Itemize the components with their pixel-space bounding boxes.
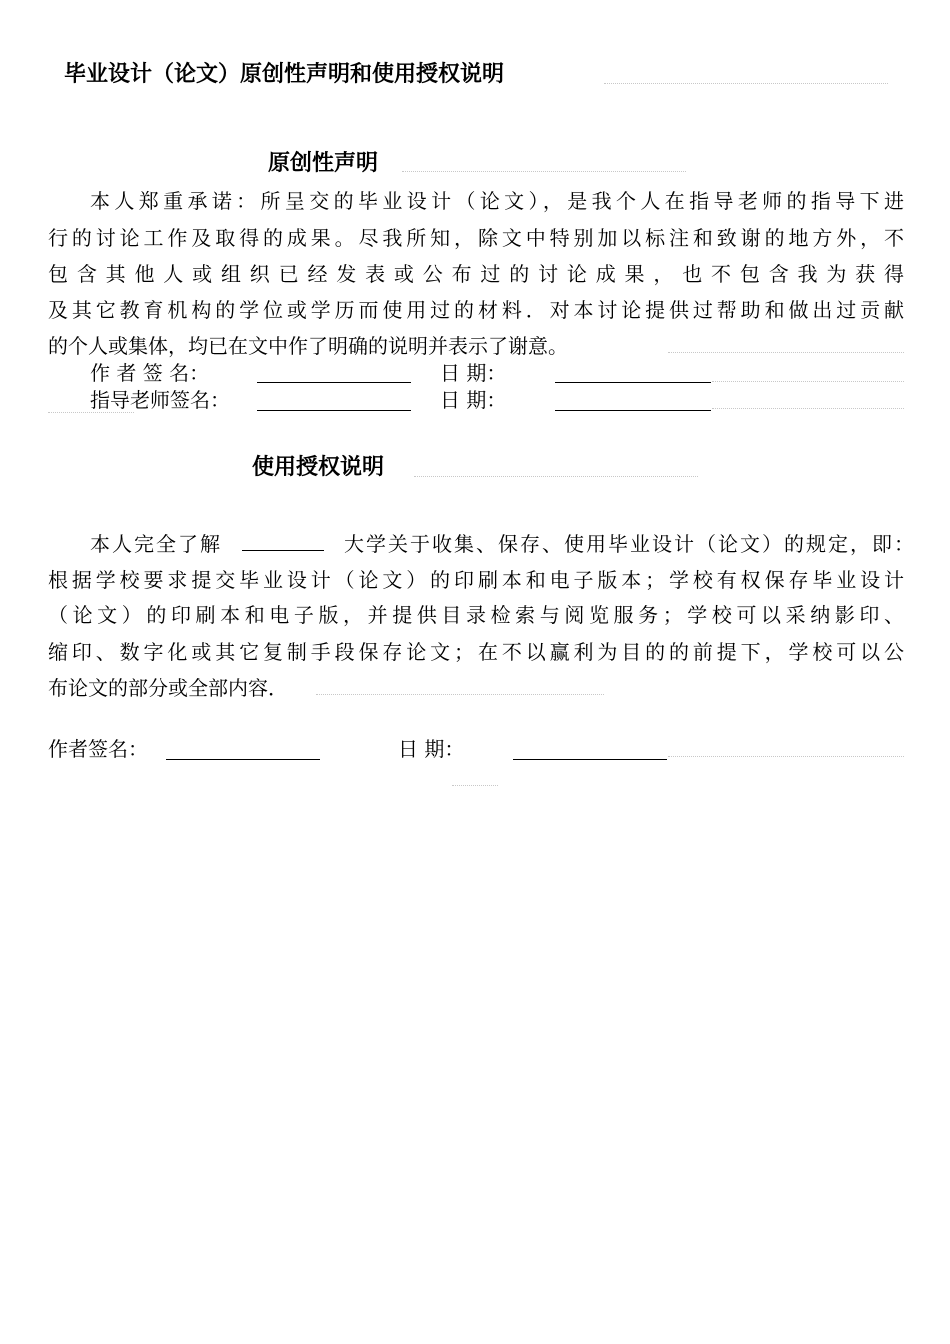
authorization-row-rule — [668, 756, 904, 757]
authorization-end-rule — [316, 694, 604, 695]
main-title: 毕业设计（论文）原创性声明和使用授权说明 — [64, 61, 505, 87]
authorization-line-1-end: 大学关于收集、保存、使用毕业设计（论文）的规定，即： — [344, 532, 916, 556]
authorization-line-5: 布论文的部分或全部内容． — [48, 676, 288, 700]
advisor-row-rule — [712, 408, 904, 409]
originality-line-4: 及其它教育机构的学位或学历而使用过的材料．对本讨论提供过帮助和做出过贡献 — [48, 298, 904, 322]
authorization-author-blank[interactable] — [166, 759, 320, 760]
originality-heading-rule — [402, 171, 686, 172]
authorization-line-4: 缩印、数字化或其它复制手段保存论文；在不以赢利为目的的前提下，学校可以公 — [48, 640, 904, 664]
authorization-date-label: 日 期： — [398, 737, 465, 761]
originality-line-3: 包含其他人或组织已经发表或公布过的讨论成果，也不包含我为获得 — [48, 262, 904, 286]
authorization-line-1 — [90, 532, 916, 556]
authorization-line-1-start: 本人完全了解 — [90, 532, 222, 556]
authorization-heading-rule — [414, 476, 698, 477]
page-end-rule — [452, 785, 498, 786]
originality-end-rule — [668, 352, 904, 353]
author-signature-blank[interactable] — [257, 382, 411, 383]
originality-line-2: 行的讨论工作及取得的成果。尽我所知，除文中特别加以标注和致谢的地方外，不 — [48, 226, 904, 250]
advisor-signature-blank[interactable] — [257, 410, 411, 411]
university-name-blank[interactable] — [242, 532, 324, 551]
advisor-date-label: 日 期： — [440, 388, 507, 412]
authorization-author-label: 作者签名： — [48, 737, 148, 761]
author-signature-label: 作 者 签 名： — [90, 361, 210, 385]
originality-line-1: 本人郑重承诺：所呈交的毕业设计（论文），是我个人在指导老师的指导下进 — [90, 189, 904, 213]
author-date-label: 日 期： — [440, 361, 507, 385]
authorization-date-blank[interactable] — [513, 759, 667, 760]
left-margin-rule — [48, 412, 134, 413]
author-row-rule — [712, 381, 904, 382]
originality-line-5: 的个人或集体，均已在文中作了明确的说明并表示了谢意。 — [48, 334, 568, 358]
originality-heading: 原创性声明 — [268, 150, 379, 176]
advisor-date-blank[interactable] — [555, 410, 711, 411]
advisor-signature-label: 指导老师签名： — [90, 388, 230, 412]
authorization-heading: 使用授权说明 — [252, 454, 385, 480]
authorization-line-3: （论文）的印刷本和电子版，并提供目录检索与阅览服务；学校可以采纳影印、 — [48, 603, 904, 627]
author-date-blank[interactable] — [555, 382, 711, 383]
title-dotted-rule — [604, 83, 888, 84]
authorization-line-2: 根据学校要求提交毕业设计（论文）的印刷本和电子版本；学校有权保存毕业设计 — [48, 568, 904, 592]
